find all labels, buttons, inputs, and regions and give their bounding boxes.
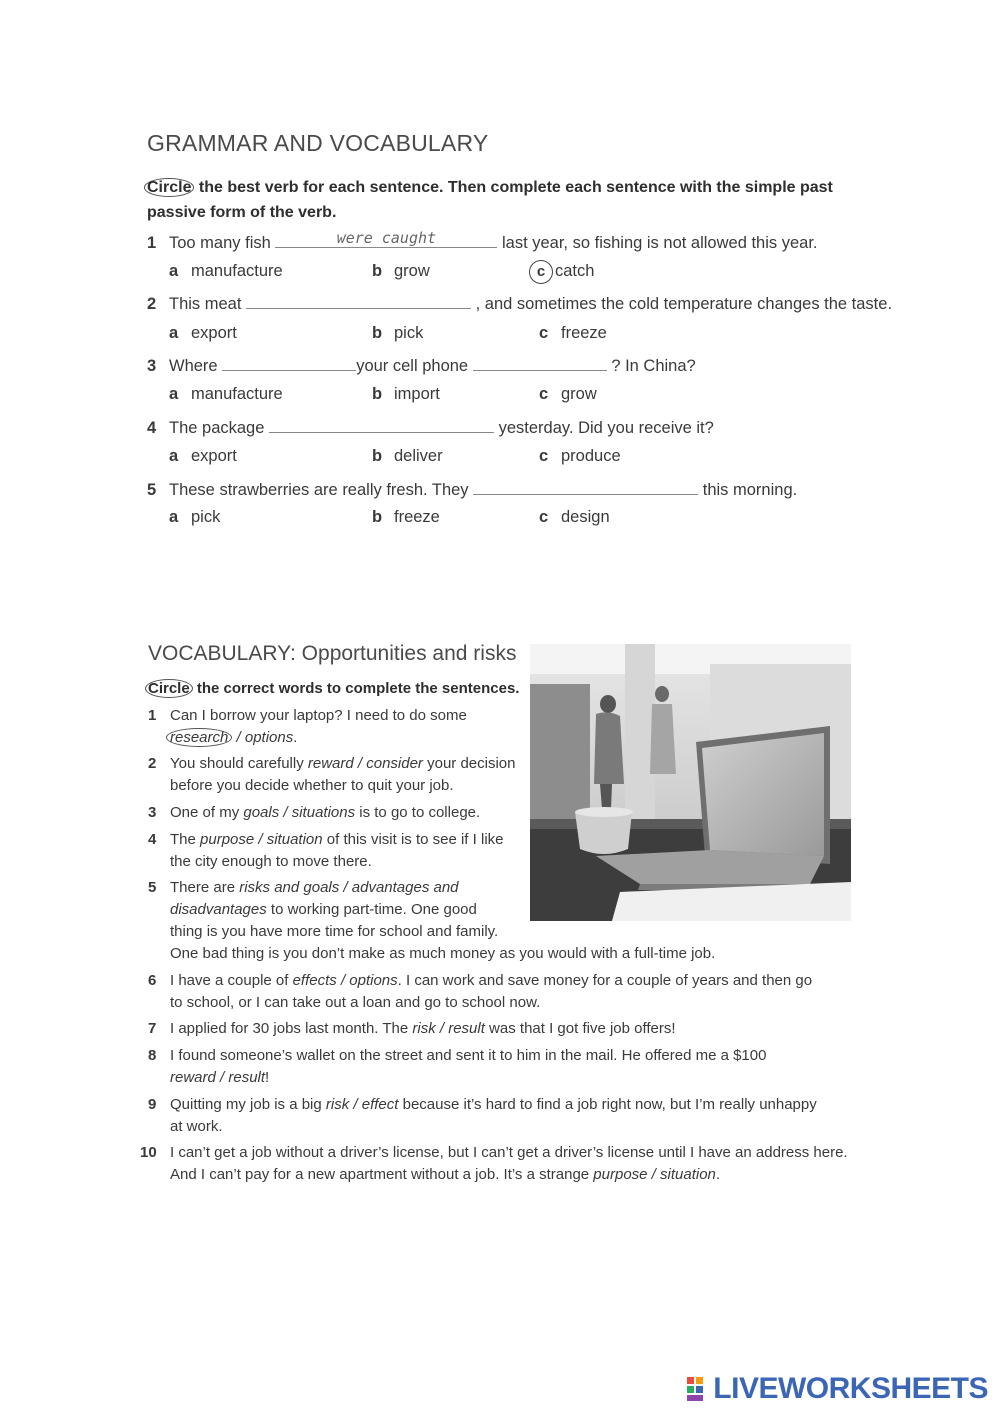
question-4: 4 The package yesterday. Did you receive it? [147, 416, 714, 438]
question-1 [147, 231, 817, 253]
instruction-text: the correct words to complete the sentences. [192, 680, 520, 697]
word-choice[interactable]: goals / situations [243, 804, 356, 821]
option-b[interactable]: b deliver [372, 447, 443, 465]
word-choice[interactable]: risk / effect [325, 1096, 399, 1113]
word-choice[interactable]: reward / result [170, 1069, 266, 1086]
option-a[interactable]: a manufacture [169, 262, 283, 280]
answer-text: were caught [336, 229, 437, 247]
question-text: last year, so fishing is not allowed this year. [501, 234, 818, 252]
instruction-text: the best verb for each sentence. Then complete each sentence with the simple past passive form of the verb. [147, 179, 833, 221]
answer-blank[interactable] [275, 231, 497, 248]
question-3: 3 Where your cell phone ? In China? [147, 354, 696, 376]
section1-title: GRAMMAR AND VOCABULARY [147, 130, 489, 156]
circle-word: Circle [144, 178, 194, 197]
vocab-item-10: 10 I can’t get a job without a driver’s license, but I can’t get a driver’s license until I have an address here. And I can’t pay for a new apartment without a job. It’s a strange purpose / situation. [140, 1144, 848, 1183]
option-b[interactable]: b import [372, 385, 440, 403]
answer-blank[interactable] [269, 416, 494, 433]
answer-blank[interactable] [473, 354, 607, 371]
option-c[interactable]: c grow [539, 385, 597, 403]
section1-instruction [147, 175, 887, 225]
vocab-item-3: 3 One of my goals / situations is to go to college. [148, 804, 481, 821]
question-2: 2 This meat , and sometimes the cold temperature changes the taste. [147, 292, 892, 314]
word-choice[interactable]: effects / options [292, 972, 398, 989]
word-choice[interactable]: disadvantages [170, 901, 267, 918]
option-b[interactable]: b pick [372, 324, 424, 342]
word-choice[interactable]: purpose / situation [200, 831, 323, 848]
option-c-circled[interactable]: c catch [535, 260, 594, 284]
option-a[interactable]: a export [169, 447, 237, 465]
question-text: Too many fish [169, 234, 271, 252]
option-c[interactable]: c freeze [539, 324, 607, 342]
vocab-item-4: 4 The purpose / situation of this visit is to see if I like the city enough to move there. [148, 831, 504, 870]
option-a[interactable]: a pick [169, 508, 221, 526]
word-choice[interactable]: risk / result [412, 1020, 485, 1037]
word-choice[interactable]: reward / consider [307, 755, 423, 772]
option-c[interactable]: c produce [539, 447, 621, 465]
option-b[interactable]: b grow [372, 262, 430, 280]
option-b[interactable]: b freeze [372, 508, 440, 526]
answer-blank[interactable] [222, 354, 356, 371]
option-a[interactable]: a export [169, 324, 237, 342]
vocab-item-6: 6 I have a couple of effects / options. I can work and save money for a couple of years and then go to school, or I can take out a loan and go to school now. [148, 972, 813, 1011]
answer-blank[interactable] [473, 478, 698, 495]
vocab-item-2: 2 You should carefully reward / consider your decision before you decide whether to quit your job. [148, 755, 516, 794]
logo-text: LIVEWORKSHEETS [713, 1372, 988, 1405]
circle-word: Circle [145, 679, 193, 698]
option-a[interactable]: a manufacture [169, 385, 283, 403]
section2-title: VOCABULARY: Opportunities and risks [148, 642, 517, 665]
circled-letter: c [529, 260, 553, 284]
question-5: 5 These strawberries are really fresh. They this morning. [147, 478, 797, 500]
vocab-item-5: 5 There are risks and goals / advantages and disadvantages to working part-time. One good thing is you have more time for school and family. One bad thing is you don’t make as much money as you would with a full-time job. [148, 879, 716, 962]
word-choice[interactable]: risks and goals / advantages and [239, 879, 459, 896]
liveworksheets-logo [687, 1374, 988, 1404]
vocab-item-1: 1 Can I borrow your laptop? I need to do some research / options. [148, 707, 467, 746]
vocab-item-8: 8 I found someone’s wallet on the street and sent it to him in the mail. He offered me a $100 reward / result! [148, 1047, 767, 1086]
logo-icon [687, 1377, 713, 1401]
vocab-item-9: 9 Quitting my job is a big risk / effect because it’s hard to find a job right now, but I’m really unhappy at work. [148, 1096, 817, 1135]
section2-instruction [148, 680, 519, 697]
option-c[interactable]: c design [539, 508, 610, 526]
question-number: 1 [147, 234, 157, 252]
circled-answer[interactable]: research [166, 728, 232, 747]
answer-blank[interactable] [246, 292, 471, 309]
vocab-item-7: 7 I applied for 30 jobs last month. The risk / result was that I got five job offers! [148, 1020, 676, 1037]
word-choice[interactable]: purpose / situation [593, 1166, 716, 1183]
